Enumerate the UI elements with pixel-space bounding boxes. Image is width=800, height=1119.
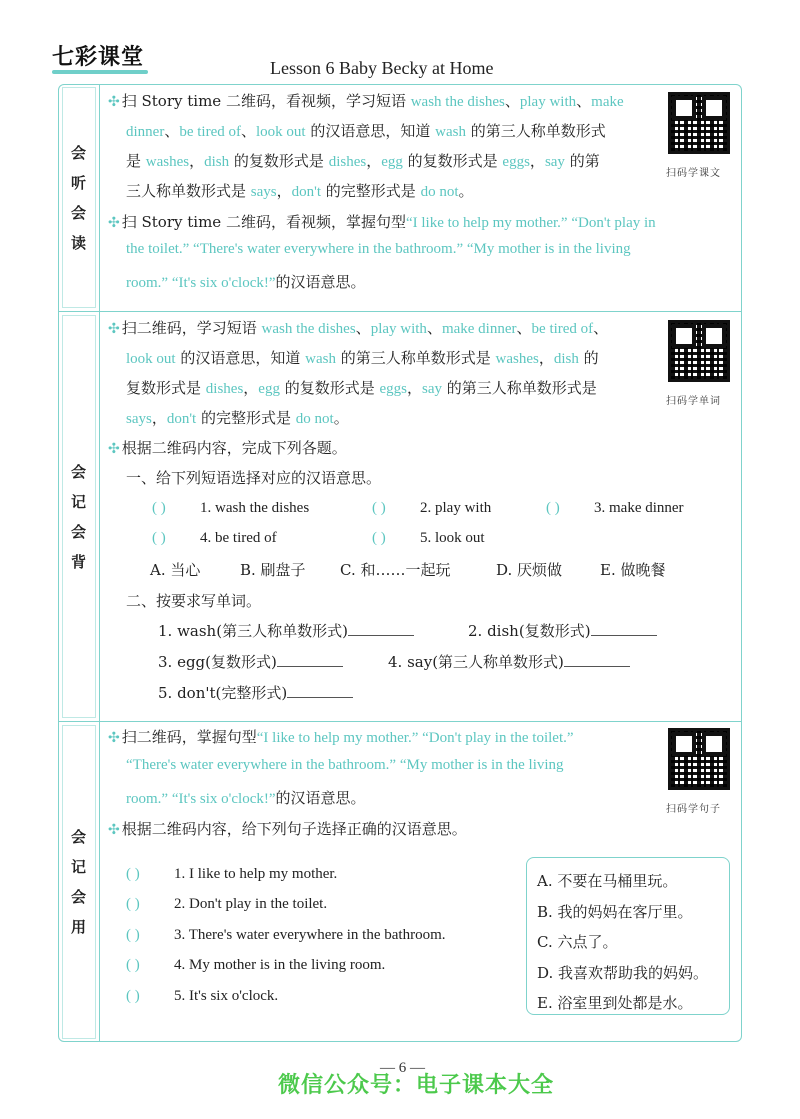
- answer-blank[interactable]: [564, 653, 630, 667]
- qr-code-sentences[interactable]: [668, 728, 730, 790]
- side-char: 会: [70, 143, 86, 162]
- sentence-item: ( ) 1. I like to help my mother.: [126, 866, 338, 882]
- s3-instruction: ✣ 根据二维码内容，给下列句子选择正确的汉语意思。: [108, 820, 467, 838]
- exercise-item: 2. dish(复数形式): [468, 620, 657, 641]
- s3-p1-line2: “There's water everywhere in the bathroom.” “My mother is in the living: [126, 757, 564, 773]
- exercise-item: 4. say(第三人称单数形式): [388, 651, 630, 672]
- watermark: 微信公众号：电子课本大全: [278, 1073, 555, 1098]
- option-d: D. 厌烦做: [496, 561, 563, 579]
- answer-paren[interactable]: ( ): [126, 866, 140, 882]
- page-number: — 6 —: [380, 1060, 425, 1076]
- side-char: 会: [70, 203, 86, 222]
- brand-logo: 七彩课堂: [52, 45, 145, 70]
- choice-e: E. 浴室里到处都是水。: [537, 994, 693, 1012]
- s2-p1-line1: ✣ 扫二维码，学习短语 wash the dishes、play with、make dinner、be tired of、: [108, 319, 609, 337]
- star-bullet-icon: ✣: [108, 94, 120, 110]
- option-b: B. 刷盘子: [240, 561, 306, 579]
- s1-p1-line3: 是 washes，dish 的复数形式是 dishes，egg 的复数形式是 eggs，say 的第: [126, 152, 600, 170]
- s2-p1-line4: says，don't 的完整形式是 do not。: [126, 409, 349, 427]
- sentence-item: ( ) 2. Don't play in the toilet.: [126, 896, 328, 912]
- s2-p1-line2: look out 的汉语意思，知道 wash 的第三人称单数形式是 washes，dish 的: [126, 349, 599, 367]
- side-char: 读: [70, 233, 86, 252]
- exercise-item: ( ) 2. play with: [372, 500, 492, 516]
- side-char: 听: [70, 173, 86, 192]
- s1-p1-line1: ✣ 扫 Story time 二维码，看视频，学习短语 wash the dishes、play with、make: [108, 92, 624, 110]
- option-a: A. 当心: [150, 561, 201, 579]
- s1-p2-line3: room.” “It's six o'clock!”的汉语意思。: [126, 273, 366, 291]
- choice-b: B. 我的妈妈在客厅里。: [537, 902, 693, 921]
- side-char: 用: [70, 918, 86, 936]
- qr-label: 扫码学单词: [666, 396, 721, 407]
- logo-underline: [52, 70, 148, 74]
- exercise-item: ( ) 4. be tired of: [152, 530, 277, 546]
- sentence-item: ( ) 4. My mother is in the living room.: [126, 957, 386, 973]
- answer-paren[interactable]: ( ): [372, 530, 386, 546]
- side-char: 记: [70, 492, 86, 511]
- answer-paren[interactable]: ( ): [126, 988, 140, 1004]
- side-char: 会: [70, 828, 86, 846]
- answer-paren[interactable]: ( ): [126, 927, 140, 943]
- side-char: 会: [70, 888, 86, 906]
- answer-paren[interactable]: ( ): [372, 500, 386, 516]
- choices-box: [526, 857, 730, 1015]
- sentence-item: ( ) 5. It's six o'clock.: [126, 988, 279, 1004]
- star-bullet-icon: ✣: [108, 321, 120, 337]
- side-char: 记: [70, 858, 86, 876]
- s2-p1-line3: 复数形式是 dishes，egg 的复数形式是 eggs，say 的第三人称单数形式是: [126, 379, 597, 397]
- section-side-label: [58, 312, 100, 721]
- exercise-item: ( ) 3. make dinner: [546, 500, 684, 516]
- exercise-item: 5. don't(完整形式): [158, 682, 353, 703]
- answer-blank[interactable]: [277, 653, 343, 667]
- s3-p1-line3: room.” “It's six o'clock!”的汉语意思。: [126, 789, 366, 807]
- answer-blank[interactable]: [591, 622, 657, 636]
- s1-p1-line4: 三人称单数形式是 says，don't 的完整形式是 do not。: [126, 182, 474, 200]
- exercise-item: 3. egg(复数形式): [158, 651, 343, 672]
- answer-paren[interactable]: ( ): [546, 500, 560, 516]
- choice-d: D. 我喜欢帮助我的妈妈。: [537, 963, 709, 982]
- exercise-item: ( ) 5. look out: [372, 530, 485, 546]
- answer-paren[interactable]: ( ): [152, 500, 166, 516]
- star-bullet-icon: ✣: [108, 730, 120, 746]
- side-char: 会: [70, 522, 86, 541]
- s1-p2-line2: the toilet.” “There's water everywhere in the bathroom.” “My mother is in the living: [126, 241, 631, 257]
- side-char: 会: [70, 462, 86, 481]
- qr-label: 扫码学句子: [666, 804, 721, 815]
- s3-p1-line1: ✣ 扫二维码，掌握句型“I like to help my mother.” “Don't play in the toilet.”: [108, 728, 574, 746]
- s1-p1-line2: dinner、be tired of、look out 的汉语意思，知道 wash 的第三人称单数形式: [126, 122, 606, 140]
- choice-c: C. 六点了。: [537, 933, 618, 951]
- answer-paren[interactable]: ( ): [152, 530, 166, 546]
- answer-blank[interactable]: [348, 622, 414, 636]
- exercise-item: ( ) 1. wash the dishes: [152, 500, 310, 516]
- lesson-title: Lesson 6 Baby Becky at Home: [270, 58, 494, 78]
- qr-code-words[interactable]: [668, 320, 730, 382]
- answer-paren[interactable]: ( ): [126, 957, 140, 973]
- option-e: E. 做晚餐: [600, 561, 666, 579]
- sentence-item: ( ) 3. There's water everywhere in the bathroom.: [126, 927, 446, 943]
- option-c: C. 和……一起玩: [340, 561, 451, 579]
- answer-blank[interactable]: [287, 684, 353, 698]
- exercise-item: 1. wash(第三人称单数形式): [158, 620, 414, 641]
- section-side-label: [58, 84, 100, 311]
- s2-part1-title: 一、给下列短语选择对应的汉语意思。: [126, 469, 382, 487]
- star-bullet-icon: ✣: [108, 441, 120, 457]
- star-bullet-icon: ✣: [108, 215, 120, 231]
- s2-part2-title: 二、按要求写单词。: [126, 592, 262, 610]
- answer-paren[interactable]: ( ): [126, 896, 140, 912]
- choice-a: A. 不要在马桶里玩。: [537, 872, 678, 890]
- section-side-label: [58, 722, 100, 1042]
- s1-p2-line1: ✣ 扫 Story time 二维码，看视频，掌握句型“I like to help my mother.” “Don't play in: [108, 213, 656, 231]
- qr-code-text[interactable]: [668, 92, 730, 154]
- s2-instruction: ✣ 根据二维码内容，完成下列各题。: [108, 439, 347, 457]
- side-char: 背: [70, 552, 86, 571]
- qr-label: 扫码学课文: [666, 168, 721, 179]
- star-bullet-icon: ✣: [108, 822, 120, 838]
